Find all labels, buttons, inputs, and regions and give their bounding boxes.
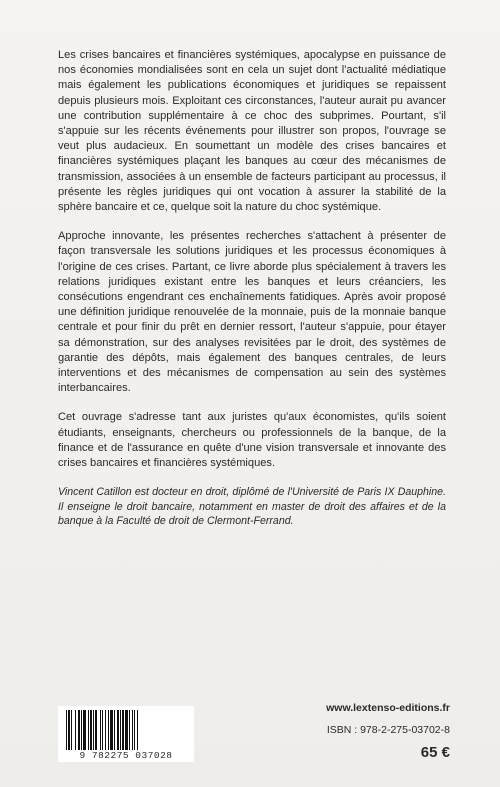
barcode-bar bbox=[71, 710, 72, 750]
barcode-bar bbox=[100, 710, 101, 750]
barcode-digits: 9 782275 037028 bbox=[79, 750, 173, 761]
blurb-paragraph-1: Les crises bancaires et financières systémiques, apocalypse en puissance de nos économies mondialisées sont en cela un sujet dont l'actualité médiatique mais également les publications économiques et juridiques se repaissent depuis plusieurs mois. Exploitant ces circonstances, l'auteur aurait pu avancer une contribution supplémentaire à ce choc des subprimes. Pourtant, s'il s'appuie sur les récents événements pour illustrer son propos, l'ouvrage se veut plus audacieux. En soumettant un modèle des crises bancaires et financières systémiques plaçant les banques au cœur des mécanismes de transmission, associées à un ensemble de facteurs participant au processus, il présente les règles juridiques qui ont vocation à assurer la stabilité de la sphère bancaire et ce, quelque soit la nature du choc systémique. bbox=[58, 49, 446, 214]
barcode-bar bbox=[122, 710, 124, 750]
barcode-bar bbox=[95, 710, 97, 750]
barcode-bar bbox=[120, 710, 121, 750]
barcode-bar bbox=[134, 710, 135, 750]
barcode-bar bbox=[90, 710, 92, 750]
barcode-bar bbox=[137, 710, 138, 750]
barcode-bar bbox=[108, 710, 109, 750]
barcode-bar bbox=[132, 710, 133, 750]
barcode bbox=[58, 706, 194, 762]
barcode-bar bbox=[81, 710, 82, 750]
barcode-bar bbox=[114, 710, 115, 750]
price: 65 € bbox=[420, 744, 450, 761]
isbn: ISBN : 978-2-275-03702-8 bbox=[326, 724, 450, 736]
barcode-bar bbox=[93, 710, 94, 750]
barcode-bar bbox=[66, 710, 67, 750]
barcode-bar bbox=[129, 710, 130, 750]
barcode-bar bbox=[125, 710, 128, 750]
barcode-bar bbox=[68, 710, 70, 750]
barcode-graphic bbox=[66, 710, 186, 750]
barcode-bar bbox=[102, 710, 103, 750]
barcode-bar bbox=[117, 710, 119, 750]
barcode-bar bbox=[105, 710, 106, 750]
barcode-bar bbox=[83, 710, 86, 750]
blurb-paragraph-3: Cet ouvrage s'adresse tant aux juristes qu'aux économistes, qu'ils soient étudiants, enseignants, chercheurs ou professionnels de la banque, de la finance et de l'assurance en quête d'une vision transversale et innovante des crises bancaires et financières systémiques. bbox=[58, 411, 446, 470]
barcode-bar bbox=[78, 710, 80, 750]
publisher-website: www.lextenso-editions.fr bbox=[326, 702, 450, 714]
barcode-bar bbox=[88, 710, 89, 750]
blurb-paragraph-2: Approche innovante, les présentes recherches s'attachent à présenter de façon transversale les solutions juridiques et les processus économiques à l'origine de ces crises. Partant, ce livre aborde plus spécialement à travers les relations juridiques existant entre les banques et leurs créanciers, les consécutions engendrant ces enchaînements fatidiques. Après avoir proposé une définition juridique renouvelée de la monnaie, puis de la monnaie banque centrale et pour finir du prêt en dernier ressort, l'auteur s'appuie, pour étayer sa démonstration, sur des analyses revisitées par le droit, des systèmes de garantie des dépôts, mais également des banques centrales, de leurs interventions et des mécanismes de compensation au sein des systèmes interbancaires. bbox=[58, 230, 446, 395]
blurb bbox=[58, 48, 446, 543]
barcode-bar bbox=[110, 710, 113, 750]
barcode-bar bbox=[75, 710, 76, 750]
author-bio: Vincent Catillon est docteur en droit, diplômé de l'Université de Paris IX Dauphine. Il enseigne le droit bancaire, notamment en master de droit des affaires et de la banque à la Faculté de droit de Clermont-Ferrand. bbox=[58, 486, 446, 528]
